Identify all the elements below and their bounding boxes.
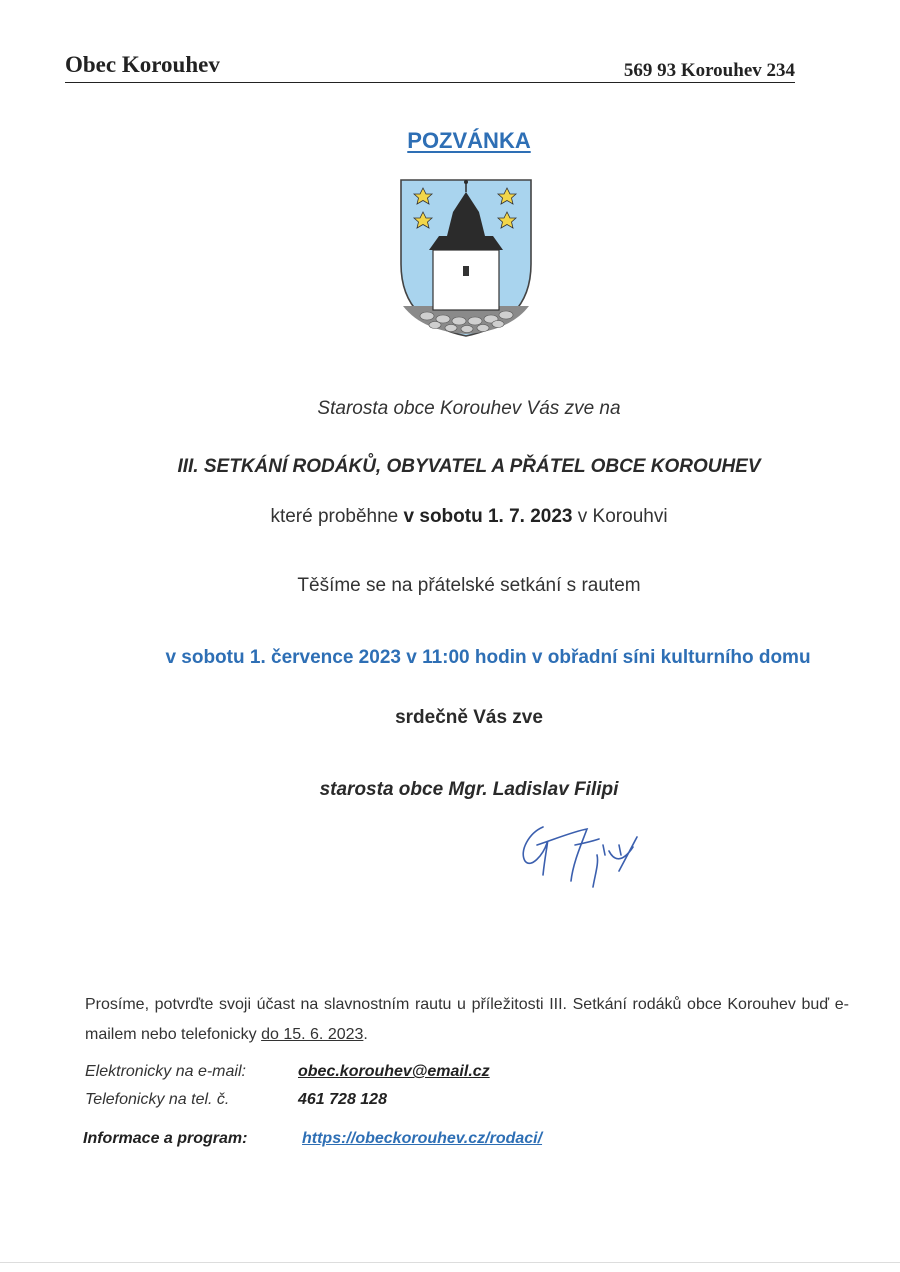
event-date: v sobotu 1. 7. 2023 [403,506,573,527]
event-date-line: které proběhne v sobotu 1. 7. 2023 v Korouhvi [270,506,668,527]
organization-name: Obec Korouhev [65,52,220,77]
phone-number: 461 728 128 [298,1091,387,1108]
phone-label: Telefonicky na tel. č. [85,1091,230,1108]
mayor-name: starosta obce Mgr. Ladislav Filipi [319,779,619,800]
email-link[interactable]: obec.korouhev@email.cz [298,1063,490,1080]
rsvp-deadline: do 15. 6. 2023 [261,1026,364,1043]
document-title: POZVÁNKA [407,128,531,153]
venue-line: v sobotu 1. července 2023 v 11:00 hodin v obřadní síni kulturního domu [165,647,811,668]
invite-line: srdečně Vás zve [395,707,543,728]
letterhead [65,52,795,83]
email-label: Elektronicky na e-mail: [85,1063,246,1080]
info-label: Informace a program: [83,1130,248,1147]
coat-of-arms-icon [399,178,533,338]
organization-address: 569 93 Korouhev 234 [623,60,795,81]
rsvp-paragraph: Prosíme, potvrďte svoji účast na slavnostním rautu u příležitosti III. Setkání rodáků obce Korouhev buď e-mailem nebo telefonicky do 15. 6. 2023. [85,996,849,1043]
raut-line: Těšíme se na přátelské setkání s rautem [297,575,641,596]
info-url-link[interactable]: https://obeckorouhev.cz/rodaci/ [302,1130,543,1147]
signature-image [515,815,645,895]
event-name: III. SETKÁNÍ RODÁKŮ, OBYVATEL A PŘÁTEL OBCE KOROUHEV [177,456,761,477]
intro-line: Starosta obce Korouhev Vás zve na [317,398,621,419]
page-bottom-rule [0,1262,900,1263]
